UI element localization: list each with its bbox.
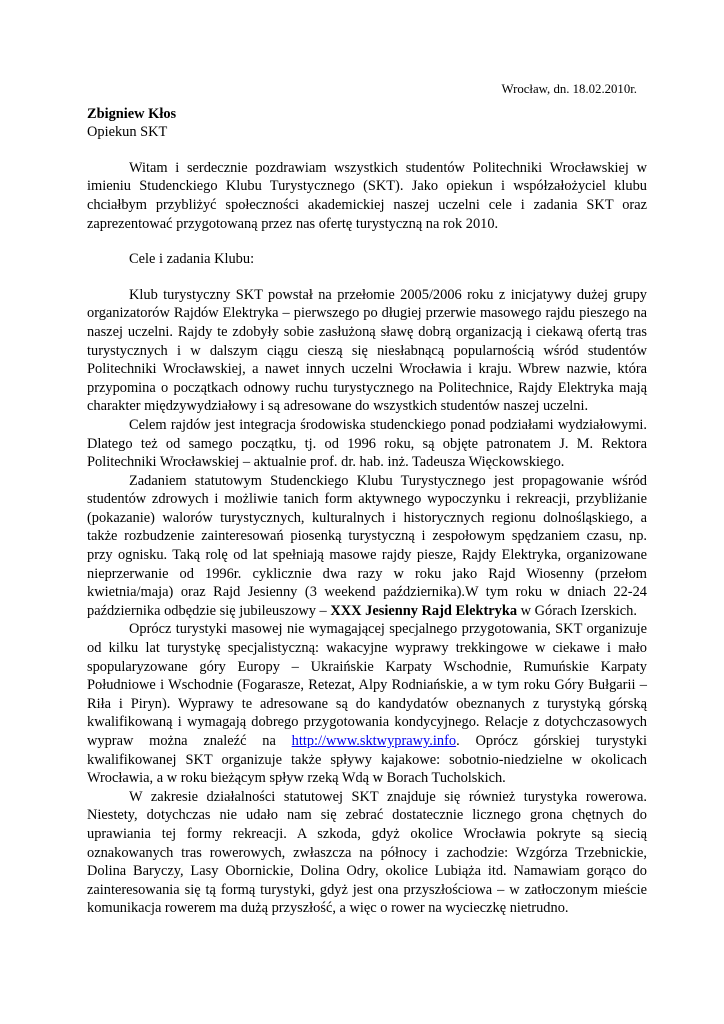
paragraph-statute	[87, 472, 647, 621]
paragraph-trekking-end: . Oprócz górskiej turystyki kwalifikowanej SKT organizuje także spływy kajakowe: sobotnio-niedzielne w okolicach Wrocławia, a w roku bieżącym spływ rzeką Wdą w Borach Tucholskich.	[87, 733, 647, 787]
intro-paragraph: Witam i serdecznie pozdrawiam wszystkich studentów Politechniki Wrocławskiej w imieniu Studenckiego Klubu Turystycznego (SKT). Jako opiekun i współzałożyciel klubu chciałbym przybliżyć społeczności akademickiej naszej uczelni cele i zadania SKT oraz zaprezentować przygotowaną przez nas ofertę turystyczną na rok 2010.	[87, 159, 647, 232]
letter-date: Wrocław, dn. 18.02.2010r.	[501, 82, 637, 96]
paragraph-statute-text: Zadaniem statutowym Studenckiego Klubu Turystycznego jest propagowanie wśród studentów zdrowych i możliwie tanich form aktywnego wypoczynku i rekreacji, przybliżanie (pokazanie) walorów turystycznych, kulturalnych i historycznych regionu dolnośląskiego, a także rozbudzenie zainteresowań piosenką turystyczną i zespołowym spędzaniem czasu, np. przy ognisku. Taką rolę od lat spełniają masowe rajdy piesze, Rajdy Elektryka, organizowane nieprzerwanie od 1996r. cyklicznie dwa razy w roku jako Rajd Wiosenny (przełom kwietnia/maja) oraz Rajd Jesienny (3 weekend października).W tym roku w dniach 22-24 października odbędzie się jubileuszowy –	[87, 472, 647, 619]
paragraph-trekking	[87, 620, 647, 787]
paragraph-cycling: W zakresie działalności statutowej SKT znajduje się również turystyka rowerowa. Niestety, dotychczas nie udało nam się zebrać dostatecznie licznego grona chętnych do uprawiania tej formy rekreacji. A szkoda, gdyż okolice Wrocławia pokryte są siecią oznakowanych tras rowerowych, zwłaszcza na północy i zachodzie: Wzgórza Trzebnickie, Dolina Baryczy, Lasy Obornickie, Dolina Odry, okolice Lubiąża itd. Namawiam gorąco do zainteresowania się tą formą turystyki, gdyż jest ona przyszłościowa – w zatłoczonym mieście komunikacja rowerem ma dużą przyszłość, a więc o rower na wycieczkę nietrudno.	[87, 788, 647, 917]
paragraph-goal: Celem rajdów jest integracja środowiska studenckiego ponad podziałami wydziałowymi. Dlatego też od samego początku, tj. od 1996 roku, są objęte patronatem J. M. Rektora Politechniki Wrocławskiej – aktualnie prof. dr. hab. inż. Tadeusza Więckowskiego.	[87, 416, 647, 471]
author-role: Opiekun SKT	[87, 124, 168, 141]
rally-name: XXX Jesienny Rajd Elektryka	[330, 602, 518, 619]
paragraph-trekking-text: Oprócz turystyki masowej nie wymagającej specjalnego przygotowania, SKT organizuje od kilku lat turystykę specjalistyczną: wakacyjne wyprawy trekkingowe w ciekawe i mało spopularyzowane góry Europy – Ukraińskie Karpaty Wschodnie, Rumuńskie Karpaty Południowe i Wschodnie (Fogarasze, Retezat, Alpy Rodniańskie, a w tym roku Góry Bułgarii – Riła i Piryn). Wyprawy te adresowane są do kandydatów obeznanych z turystyką górską kwalifikowaną i wymagają dobrego przygotowania kondycyjnego. Relacje z dotychczasowych wypraw można znaleźć na	[87, 621, 647, 749]
document-page	[87, 80, 647, 918]
author-name: Zbigniew Kłos	[87, 105, 177, 122]
paragraph-statute-end: w Górach Izerskich.	[517, 602, 637, 619]
sktwyprawy-link[interactable]: http://www.sktwyprawy.info	[291, 733, 457, 749]
section-title: Cele i zadania Klubu:	[129, 251, 255, 268]
paragraph-history: Klub turystyczny SKT powstał na przełomie 2005/2006 roku z inicjatywy dużej grupy organizatorów Rajdów Elektryka – pierwszego po długiej przerwie masowego rajdu pieszego na naszej uczelni. Rajdy te zdobyły sobie zasłużoną sławę dobrą organizacją i ciekawą ofertą tras turystycznych i w dalszym ciągu cieszą się niesłabnącą popularnością wśród studentów Politechniki Wrocławskiej, a nawet innych uczelni Wrocławia i kraju. Wbrew nazwie, która przypomina o początkach odnowy ruchu turystycznego na Politechnice, Rajdy Elektryka mają charakter międzywydziałowy i są adresowane do wszystkich studentów naszej uczelni.	[87, 286, 647, 415]
